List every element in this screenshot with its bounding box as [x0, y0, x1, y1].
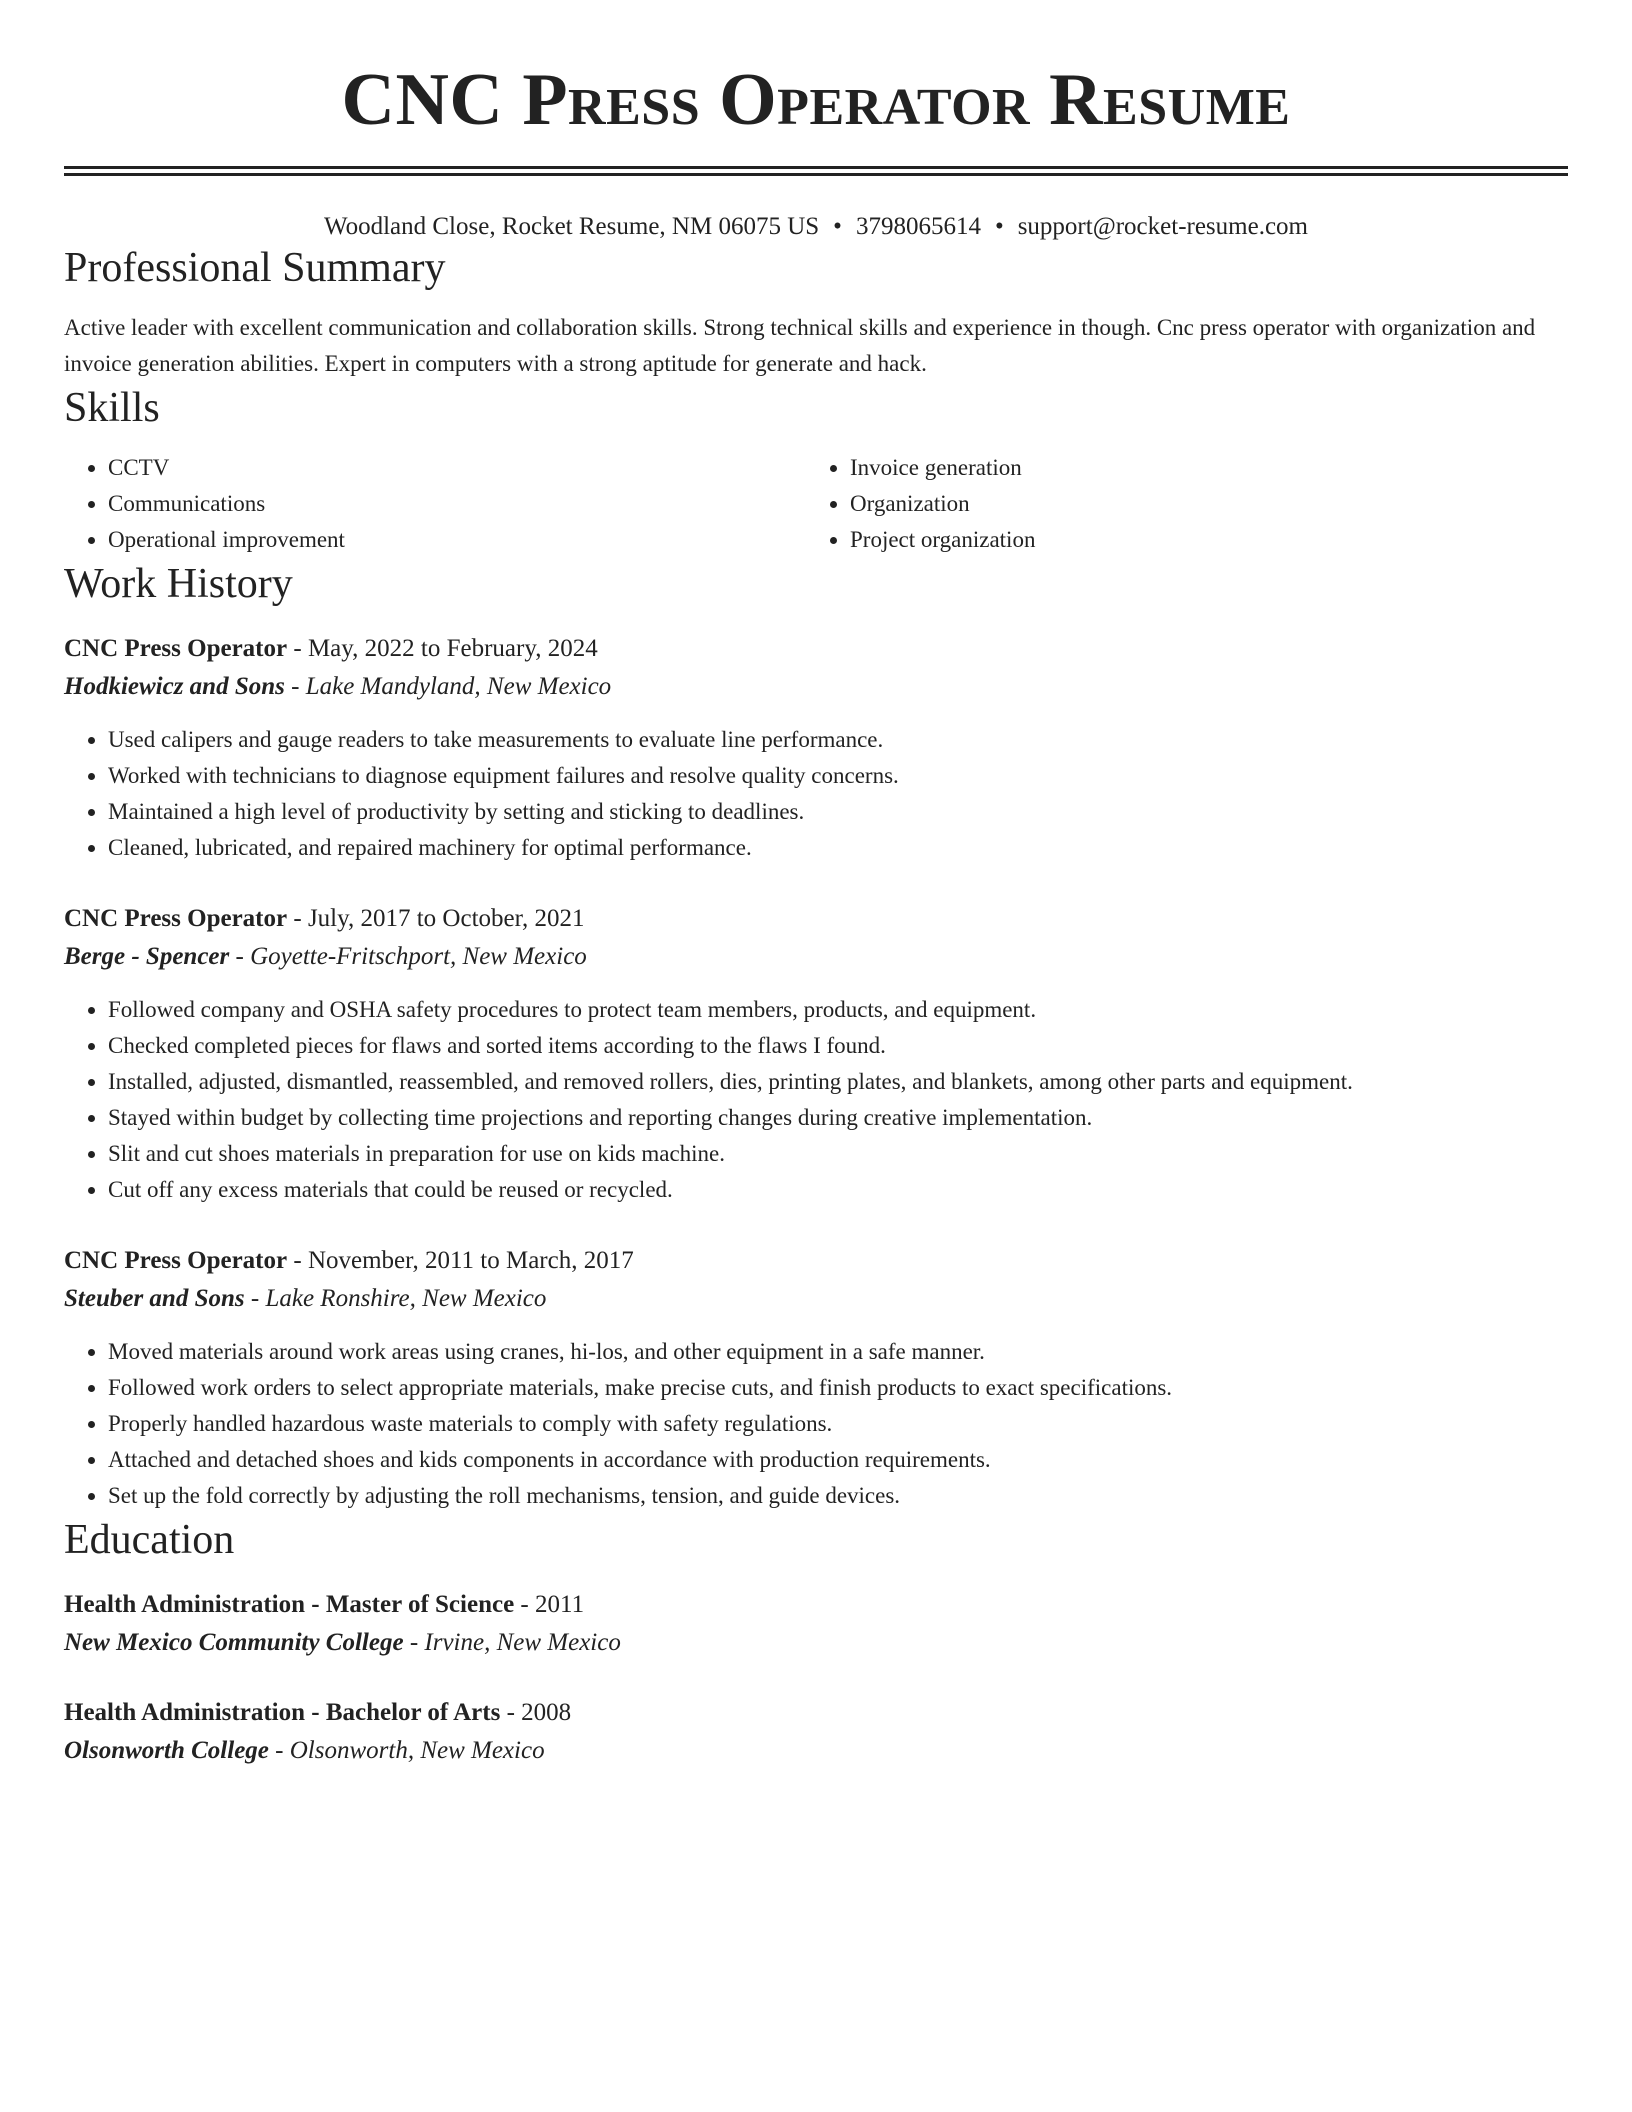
job-duty: • Cleaned, lubricated, and repaired machinery for optimal performance. [108, 830, 1568, 866]
job-duty: • Installed, adjusted, dismantled, reassembled, and removed rollers, dies, printing plates, and blankets, among other parts and equipment. [108, 1064, 1568, 1100]
job-company-line [64, 668, 1568, 706]
job-duty: • Checked completed pieces for flaws and sorted items according to the flaws I found. [108, 1028, 1568, 1064]
job-duty: • Set up the fold correctly by adjusting the roll mechanisms, tension, and guide devices. [108, 1478, 1568, 1514]
skill-item: • Invoice generation [850, 450, 1548, 486]
work-history-heading: Work History [64, 561, 293, 607]
skill-item: • Communications [108, 486, 806, 522]
job-dates: November, 2011 to March, 2017 [307, 1247, 634, 1274]
job-title: CNC Press Operator [64, 905, 288, 932]
job-title-line [64, 900, 1568, 938]
contact-separator: • [994, 213, 1004, 240]
job-dates: May, 2022 to February, 2024 [307, 635, 598, 662]
job-title-line [64, 630, 1568, 668]
school-line [64, 1732, 1568, 1770]
job-entry [64, 900, 1568, 1208]
job-duty: • Stayed within budget by collecting time projections and reporting changes during creative implementation. [108, 1100, 1568, 1136]
school-line [64, 1624, 1568, 1662]
job-duty: • Followed company and OSHA safety procedures to protect team members, products, and equipment. [108, 992, 1568, 1028]
contact-phone: 3798065614 [855, 213, 981, 240]
job-duty: • Attached and detached shoes and kids components in accordance with production requirements. [108, 1442, 1568, 1478]
job-title-line [64, 1242, 1568, 1280]
skill-item: • Organization [850, 486, 1548, 522]
job-duty: • Cut off any excess materials that could be reused or recycled. [108, 1172, 1568, 1208]
dash-separator: - [514, 1591, 535, 1618]
graduation-year: 2011 [535, 1591, 585, 1618]
title-divider [64, 166, 1568, 176]
dash-separator: - [500, 1699, 522, 1726]
summary-heading: Professional Summary [64, 245, 446, 291]
job-location: Lake Mandyland, New Mexico [305, 673, 612, 700]
resume-title: CNC Press Operator Resume [341, 59, 1291, 141]
job-title: CNC Press Operator [64, 635, 288, 662]
degree-line [64, 1586, 1568, 1624]
job-duty: • Moved materials around work areas using cranes, hi-los, and other equipment in a safe manner. [108, 1334, 1568, 1370]
job-company-line [64, 938, 1568, 976]
skill-item: • Project organization [850, 522, 1548, 558]
job-duty: • Used calipers and gauge readers to take measurements to evaluate line performance. [108, 722, 1568, 758]
degree: Health Administration - Master of Science [64, 1591, 515, 1618]
contact-separator: • [833, 213, 842, 240]
graduation-year: 2008 [521, 1699, 572, 1726]
dash-separator: - [403, 1629, 425, 1656]
contact-email: support@rocket-resume.com [1017, 213, 1308, 240]
degree-line [64, 1694, 1568, 1732]
job-company-line [64, 1280, 1568, 1318]
skill-item: • CCTV [108, 450, 806, 486]
job-entry [64, 1242, 1568, 1514]
degree: Health Administration - Bachelor of Arts [64, 1699, 501, 1726]
contact-line [64, 212, 1568, 242]
school-location: Irvine, New Mexico [424, 1629, 621, 1656]
job-entry [64, 630, 1568, 866]
education-heading: Education [64, 1517, 235, 1563]
dash-separator: - [284, 673, 306, 700]
job-location: Lake Ronshire, New Mexico [265, 1285, 547, 1312]
job-company: Steuber and Sons [64, 1285, 245, 1312]
education-entry [64, 1586, 1568, 1662]
school-name: New Mexico Community College [64, 1629, 404, 1656]
job-location: Goyette-Fritschport, New Mexico [250, 943, 587, 970]
job-duties [64, 1334, 1568, 1514]
dash-separator: - [287, 635, 308, 662]
job-title: CNC Press Operator [64, 1247, 288, 1274]
dash-separator: - [244, 1285, 266, 1312]
summary-text: Active leader with excellent communication and collaboration skills. Strong technical skills and experience in though. Cnc press operator with organization and invoice generation abilities. Expert in computers with a strong aptitude for generate and hack. [64, 315, 1536, 376]
dash-separator: - [287, 1247, 308, 1274]
job-duty: • Followed work orders to select appropriate materials, make precise cuts, and finish products to exact specifications. [108, 1370, 1568, 1406]
job-dates: July, 2017 to October, 2021 [307, 905, 585, 932]
school-name: Olsonworth College [64, 1737, 269, 1764]
skills-column-right [806, 450, 1548, 558]
job-duty: • Properly handled hazardous waste materials to comply with safety regulations. [108, 1406, 1568, 1442]
job-duty: • Slit and cut shoes materials in preparation for use on kids machine. [108, 1136, 1568, 1172]
contact-address: Woodland Close, Rocket Resume, NM 06075 US [323, 213, 820, 240]
job-company: Hodkiewicz and Sons [64, 673, 285, 700]
dash-separator: - [268, 1737, 290, 1764]
dash-separator: - [287, 905, 308, 932]
skill-item: • Operational improvement [108, 522, 806, 558]
job-company: Berge - Spencer [64, 943, 230, 970]
school-location: Olsonworth, New Mexico [289, 1737, 545, 1764]
job-duties [64, 992, 1568, 1208]
skills-column-left [64, 450, 806, 558]
job-duty: • Worked with technicians to diagnose equipment failures and resolve quality concerns. [108, 758, 1568, 794]
dash-separator: - [229, 943, 251, 970]
job-duties [64, 722, 1568, 866]
skills-heading: Skills [64, 385, 160, 431]
skills-list [64, 450, 1568, 558]
education-entry [64, 1694, 1568, 1770]
job-duty: • Maintained a high level of productivity by setting and sticking to deadlines. [108, 794, 1568, 830]
